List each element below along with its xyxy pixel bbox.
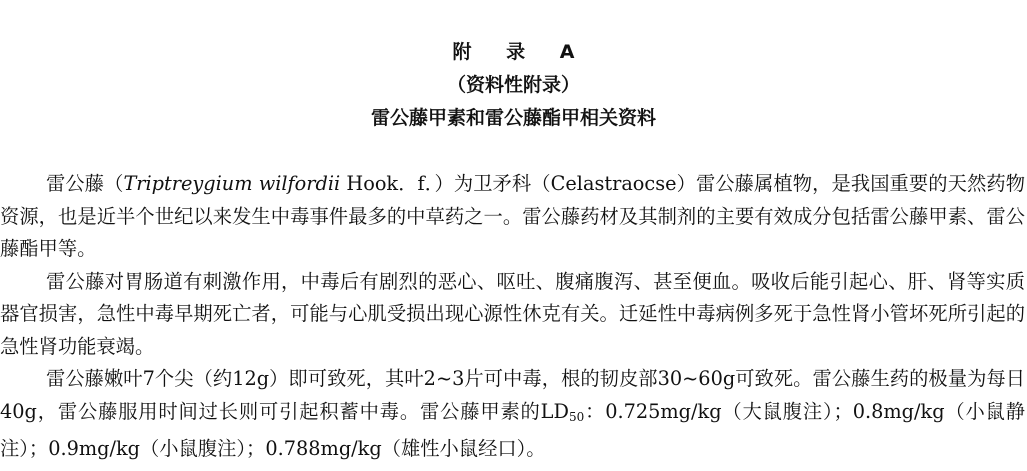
appendix-title: 雷公藤甲素和雷公藤酯甲相关资料 [370,107,656,129]
paragraph-origin [0,168,1027,266]
paragraph-dose-values: ：0.725mg/kg（大鼠腹注）；0.8mg/kg（小鼠静注）；0.9mg/kg（小鼠腹注）；0.788mg/kg（雄性小鼠经口）。 [0,399,1026,460]
paragraph-dose-text: 雷公藤嫩叶7个尖（约12g）即可致死，其叶2~3片可中毒，根的韧皮部30~60g可致死。雷公藤生药的极量为每日40g，雷公藤服用时间过长则可引起积蓄中毒。雷公藤甲素的LD [0,367,1025,423]
ld-subscript: 50 [568,409,585,424]
appendix-type: （资料性附录） [446,74,580,96]
paragraph-lethal-dose [0,363,1027,466]
paragraph-toxicity: 雷公藤对胃肠道有刺激作用，中毒后有剧烈的恶心、呕吐、腹痛腹泻、甚至便血。吸收后能引起心、肝、肾等实质器官损害，急性中毒早期死亡者，可能与心肌受损出现心源性休克有关。迁延性中毒病例多死于急性肾小管坏死所引起的急性肾功能衰竭。 [0,269,1025,358]
paragraph-origin-text: Hook．f．）为卫矛科（Celastraocse）雷公藤属植物，是我国重要的天然药物资源，也是近半个世纪以来发生中毒事件最多的中草药之一。雷公藤药材及其制剂的主要有效成分包括雷公藤甲素、雷公藤酯甲等。 [0,172,1025,260]
latin-name: Triptreygium wilfordii [123,172,341,195]
document-body [0,168,1027,466]
appendix-heading [0,36,1027,135]
appendix-label: 附 录 A [452,41,589,63]
paragraph-origin-intro: 雷公藤（ [46,172,124,195]
